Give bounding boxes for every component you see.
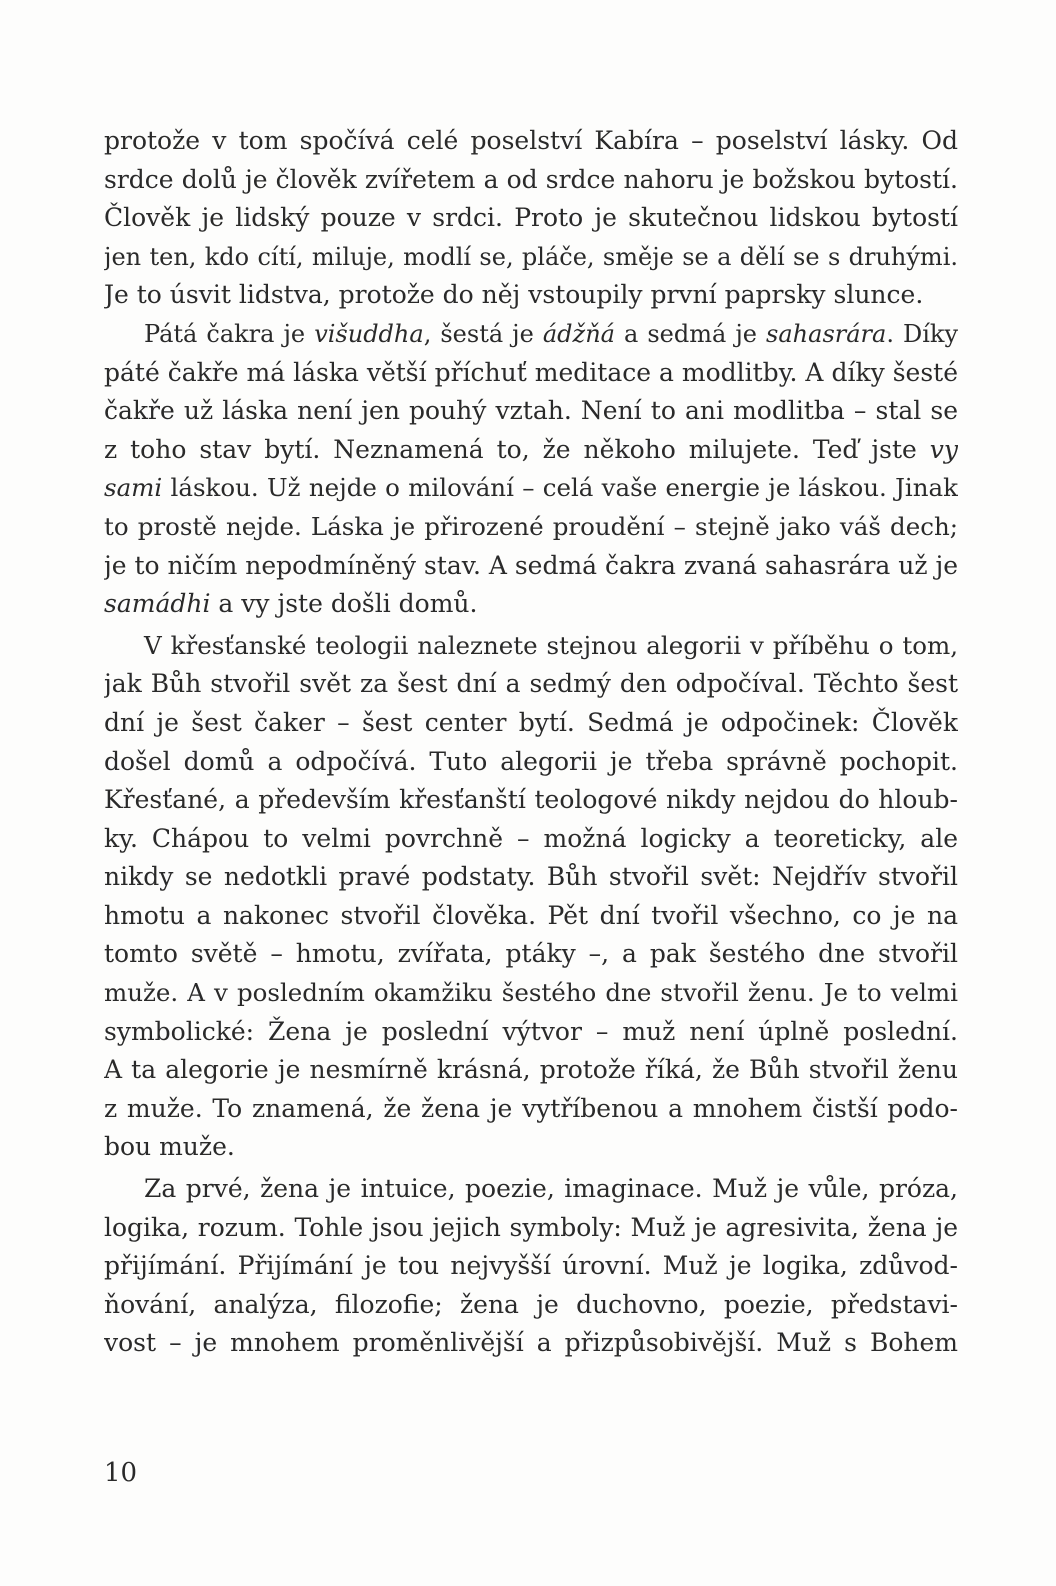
text-segment: Pátá čakra je [144, 319, 315, 348]
text-segment: jak Bůh stvořil svět za šest dní a sedmý den odpočíval. Těchto šest [104, 669, 958, 699]
text-segment: ňování, analýza, filozofie; žena je duchovno, poezie, představi- [104, 1289, 958, 1319]
text-line [104, 858, 958, 897]
text-line [104, 392, 958, 431]
page-number: 10 [104, 1458, 138, 1488]
text-segment: tomto světě – hmotu, zvířata, ptáky –, a pak šestého dne stvořil [104, 939, 958, 969]
text-line [104, 1286, 958, 1325]
text-line [104, 161, 958, 200]
text-line [104, 1170, 958, 1209]
text-segment: protože v tom spočívá celé poselství Kabíra – poselství lásky. Od [104, 126, 958, 155]
text-segment: je to ničím nepodmíněný stav. A sedmá čakra zvaná sahasrára už je [104, 550, 958, 580]
text-line [104, 974, 958, 1013]
text-segment: ky. Chápou to velmi povrchně – možná logicky a teoreticky, ale [104, 823, 958, 853]
text-line [104, 704, 958, 743]
text-segment: to prostě nejde. Láska je přirozené proudění – stejně jako váš dech; [104, 511, 958, 541]
text-segment: A ta alegorie je nesmírně krásná, protože říká, že Bůh stvořil ženu [104, 1055, 958, 1085]
text-line [104, 1128, 958, 1167]
text-line [104, 1051, 958, 1090]
text-segment: láskou. Už nejde o milování – celá vaše energie je láskou. Jinak [162, 473, 958, 503]
text-line [104, 820, 958, 859]
text-segment: dní je šest čaker – šest center bytí. Sedmá je odpočinek: Člověk [104, 707, 958, 737]
text-line [104, 781, 958, 820]
text-segment: Křesťané, a především křesťanští teologové nikdy nejdou do hloub- [104, 785, 958, 815]
body-text [104, 122, 958, 1363]
text-segment: Je to úsvit lidstva, protože do něj vstoupily první paprsky slunce. [104, 280, 924, 310]
italic-term: sahasrára [766, 319, 887, 348]
text-line [104, 1209, 958, 1248]
text-line [104, 431, 958, 470]
text-line [104, 276, 958, 315]
text-segment: a sedmá je [614, 319, 767, 348]
text-segment: vost – je mnohem proměnlivější a přizpůsobivější. Muž s Bohem [104, 1328, 958, 1358]
italic-term: vy [929, 434, 958, 464]
italic-term: samádhi [104, 589, 211, 619]
italic-term: višuddha [314, 319, 424, 348]
text-segment: muže. A v posledním okamžiku šestého dne stvořil ženu. Je to velmi [104, 978, 958, 1008]
text-segment: , šestá je [423, 319, 543, 348]
text-segment: srdce dolů je člověk zvířetem a od srdce nahoru je božskou bytostí. [104, 164, 958, 194]
text-line [104, 1090, 958, 1129]
text-line [104, 1247, 958, 1286]
text-line [104, 354, 958, 393]
text-segment: V křesťanské teologii naleznete stejnou alegorii v příběhu o tom, [144, 630, 958, 660]
text-segment: . Díky [886, 319, 958, 348]
text-line [104, 1013, 958, 1052]
text-line [104, 585, 958, 624]
text-line [104, 547, 958, 586]
text-segment: z muže. To znamená, že žena je vytříbenou a mnohem čistší podo- [104, 1093, 958, 1123]
italic-term: ádžňá [542, 319, 615, 348]
text-line [104, 508, 958, 547]
text-segment: přijímání. Přijímání je tou nejvyšší úrovní. Muž je logika, zdůvod- [104, 1251, 958, 1281]
text-segment: symbolické: Žena je poslední výtvor – muž není úplně poslední. [104, 1016, 958, 1046]
italic-term: sami [104, 473, 163, 503]
text-line [104, 935, 958, 974]
text-segment: čakře už láska není jen pouhý vztah. Není to ani modlitba – stal se [104, 396, 958, 426]
text-segment: nikdy se nedotkli pravé podstaty. Bůh stvořil svět: Nejdřív stvořil [104, 862, 958, 892]
text-line [104, 469, 958, 508]
text-line [104, 743, 958, 782]
text-segment: logika, rozum. Tohle jsou jejich symboly: Muž je agresivita, žena je [104, 1212, 958, 1242]
text-line [104, 122, 958, 161]
text-line [104, 665, 958, 704]
text-line [104, 1324, 958, 1363]
text-line [104, 627, 958, 666]
text-segment: a vy jste došli domů. [210, 589, 478, 619]
text-line [104, 315, 958, 354]
text-segment: došel domů a odpočívá. Tuto alegorii je třeba správně pochopit. [104, 746, 958, 776]
text-line [104, 897, 958, 936]
text-line [104, 238, 958, 277]
text-segment: Člověk je lidský pouze v srdci. Proto je skutečnou lidskou bytostí [104, 203, 958, 233]
text-line [104, 199, 958, 238]
text-segment: páté čakře má láska větší příchuť meditace a modlitby. A díky šesté [104, 357, 958, 387]
text-segment: bou muže. [104, 1132, 235, 1162]
text-segment: Za prvé, žena je intuice, poezie, imaginace. Muž je vůle, próza, [144, 1174, 958, 1204]
text-segment: hmotu a nakonec stvořil člověka. Pět dní tvořil všechno, co je na [104, 900, 958, 930]
text-segment: jen ten, kdo cítí, miluje, modlí se, pláče, směje se a dělí se s druhými. [104, 242, 958, 271]
text-segment: z toho stav bytí. Neznamená to, že někoho milujete. Teď jste [104, 434, 930, 464]
